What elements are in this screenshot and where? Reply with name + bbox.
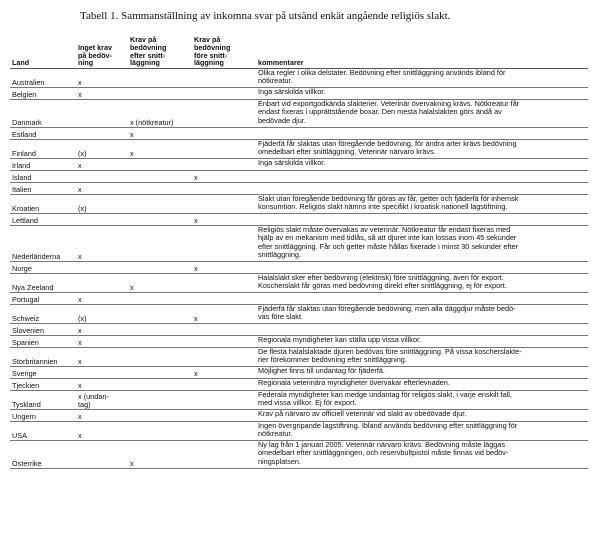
stun-before-cut-cell: [192, 293, 256, 305]
stun-after-cut-cell: x: [130, 148, 134, 158]
stun-after-cut-cell: [128, 69, 192, 88]
stun-after-cut-cell: [128, 88, 192, 100]
table-row: [10, 69, 588, 88]
no-requirement-cell: x: [78, 251, 82, 261]
table-row: [10, 195, 588, 214]
table-row: [10, 391, 588, 410]
comment-cell: Regionala myndigheter kan ställa upp vissa villkor.: [258, 335, 422, 345]
stun-before-cut-cell: [192, 88, 256, 100]
table-row: [10, 171, 588, 183]
table-row: [10, 274, 588, 293]
stun-after-cut-cell: x (nötkreatur): [130, 117, 174, 127]
table-row: [10, 128, 588, 140]
stun-after-cut-cell: [128, 336, 192, 348]
no-requirement-cell: x: [78, 430, 82, 440]
stun-after-cut-cell: [128, 293, 192, 305]
table-row: [10, 140, 588, 159]
comment-cell: [256, 262, 588, 274]
table-row: [10, 379, 588, 391]
comment-cell: Federala myndigheter kan medge undantag för religiös slakt, i varje enskilt fall, med vissa villkor. Ej för export.: [258, 390, 512, 408]
no-requirement-cell: x: [78, 89, 82, 99]
country-cell: Kroatien: [12, 203, 40, 213]
country-cell: Nederländerna: [12, 251, 61, 261]
stun-before-cut-cell: [192, 348, 256, 367]
country-cell: Estland: [12, 129, 37, 139]
stun-after-cut-cell: x: [130, 282, 134, 292]
country-cell: Danmark: [12, 117, 42, 127]
stun-before-cut-cell: [192, 379, 256, 391]
header-comments: kommentarer: [258, 58, 304, 68]
no-requirement-cell: [76, 441, 128, 469]
stun-after-cut-cell: [128, 226, 192, 262]
stun-after-cut-cell: [128, 324, 192, 336]
comment-cell: Enbart vid exportgodkända slakterier. Veterinär övervakning krävs. Nötkreatur får endast fixeras i upprättstående boxar. Den mesta halalslakten görs ändå av bedövade djur.: [258, 99, 520, 125]
no-requirement-cell: [76, 100, 128, 128]
stun-before-cut-cell: [192, 128, 256, 140]
comment-cell: Fjäderfä får slaktas utan föregående bedövning, för andra arter krävs bedövning omedelbart efter snittläggning. Veterinär närvaro krävs.: [258, 139, 517, 157]
no-requirement-cell: [76, 128, 128, 140]
country-cell: Tyskland: [12, 399, 41, 409]
stun-before-cut-cell: [192, 140, 256, 159]
country-cell: Island: [12, 172, 32, 182]
no-requirement-cell: x: [78, 184, 82, 194]
header-no-requirement: Inget krav på bedöv- ning: [78, 42, 112, 68]
header-stun-after-cut: Krav på bedövning efter snitt- läggning: [130, 36, 167, 68]
comment-cell: Ny lag från 1 januari 2005. Veterinär närvaro krävs. Bedövning måste läggas omedelbart efter snittläggningen, och reservbultpistol måste finnas vid bedöv- ningsplatsen.: [258, 440, 509, 466]
header-land: Land: [12, 58, 30, 68]
no-requirement-cell: (x): [78, 148, 87, 158]
comment-cell: [256, 171, 588, 183]
no-requirement-cell: x: [78, 411, 82, 421]
table-row: [10, 441, 588, 469]
comment-cell: Religiös slakt måste övervakas av veterinär. Nötkreatur får endast fixeras med hjälp av en mekanism med tidlås, så att djuret inte kan lossas inom 45 sekunder efter snittläggning. Får och getter måste hållas fixerade i minst 30 sekunder efter snittläggning.: [258, 225, 518, 260]
stun-after-cut-cell: [128, 171, 192, 183]
country-cell: Tjeckien: [12, 380, 40, 390]
country-cell: Norge: [12, 263, 32, 273]
stun-before-cut-cell: x: [194, 215, 198, 225]
comment-cell: [256, 324, 588, 336]
stun-after-cut-cell: [128, 159, 192, 171]
stun-after-cut-cell: [128, 379, 192, 391]
stun-before-cut-cell: [192, 324, 256, 336]
table-row: [10, 293, 588, 305]
country-cell: Australien: [12, 77, 45, 87]
stun-before-cut-cell: [192, 183, 256, 195]
stun-before-cut-cell: x: [194, 368, 198, 378]
country-cell: Storbritannien: [12, 356, 58, 366]
comment-cell: Möjlighet finns till undantag för fjäderfä.: [258, 366, 385, 376]
comment-cell: [256, 128, 588, 140]
comment-cell: [256, 183, 588, 195]
comment-cell: Halalslakt sker efter bedövning (elektrisk) före snittläggning, även för export. Koscherslakt får göras med bedövning direkt efter snittläggning, ej för export.: [258, 273, 507, 291]
comment-cell: De flesta halalslaktade djuren bedövas före snittläggning. På vissa koscherslakte- rier förekommer bedövning efter snittläggning.: [258, 347, 522, 365]
comment-cell: [256, 293, 588, 305]
table-row: [10, 336, 588, 348]
comment-cell: Fjäderfä får slaktas utan föregående bedövning, men alla däggdjur måste bedö- vas före slakt.: [258, 304, 516, 322]
stun-before-cut-cell: [192, 391, 256, 410]
stun-before-cut-cell: x: [194, 313, 198, 323]
table-row: [10, 214, 588, 226]
stun-after-cut-cell: [128, 367, 192, 379]
no-requirement-cell: x (undan- tag): [78, 391, 109, 409]
table-row: [10, 367, 588, 379]
country-cell: Slovenien: [12, 325, 45, 335]
no-requirement-cell: x: [78, 380, 82, 390]
stun-after-cut-cell: [128, 262, 192, 274]
header-stun-before-cut: Krav på bedövning före snitt- läggning: [194, 36, 231, 68]
country-cell: Schweiz: [12, 313, 40, 323]
stun-after-cut-cell: [128, 391, 192, 410]
table-row: [10, 159, 588, 171]
stun-before-cut-cell: [192, 336, 256, 348]
stun-after-cut-cell: [128, 183, 192, 195]
no-requirement-cell: (x): [78, 203, 87, 213]
stun-before-cut-cell: [192, 159, 256, 171]
table-row: [10, 183, 588, 195]
no-requirement-cell: (x): [78, 313, 87, 323]
table-row: [10, 348, 588, 367]
comment-cell: Ingen övergripande lagstiftning. Ibland används bedövning efter snittläggning för nötkreatur.: [258, 421, 518, 439]
table-row: [10, 422, 588, 441]
country-cell: Portugal: [12, 294, 40, 304]
table-row: [10, 324, 588, 336]
stun-before-cut-cell: [192, 422, 256, 441]
stun-before-cut-cell: [192, 274, 256, 293]
stun-after-cut-cell: x: [130, 458, 134, 468]
no-requirement-cell: [76, 367, 128, 379]
stun-before-cut-cell: [192, 226, 256, 262]
country-cell: Italien: [12, 184, 32, 194]
country-cell: Lettland: [12, 215, 38, 225]
no-requirement-cell: x: [78, 356, 82, 366]
country-cell: Nya Zeeland: [12, 282, 54, 292]
country-cell: Irland: [12, 160, 31, 170]
country-cell: Belgien: [12, 89, 37, 99]
stun-before-cut-cell: [192, 195, 256, 214]
header-row: [10, 36, 588, 69]
comment-cell: Inga särskilda villkor.: [258, 158, 326, 168]
country-cell: Österrike: [12, 458, 42, 468]
no-requirement-cell: [76, 171, 128, 183]
no-requirement-cell: x: [78, 77, 82, 87]
country-cell: Finland: [12, 148, 36, 158]
no-requirement-cell: x: [78, 337, 82, 347]
comment-cell: [256, 214, 588, 226]
no-requirement-cell: [76, 214, 128, 226]
no-requirement-cell: x: [78, 160, 82, 170]
comment-cell: Regionala veterinära myndigheter övervakar efterlevnaden.: [258, 378, 450, 388]
no-requirement-cell: x: [78, 294, 82, 304]
stun-before-cut-cell: [192, 441, 256, 469]
table-caption: Tabell 1. Sammanställning av inkomna svar på utsänd enkät angående religiös slakt.: [80, 10, 451, 22]
comment-cell: Inga särskilda villkor.: [258, 87, 326, 97]
stun-before-cut-cell: x: [194, 263, 198, 273]
stun-after-cut-cell: [128, 214, 192, 226]
country-cell: Ungern: [12, 411, 36, 421]
table-row: [10, 100, 588, 128]
country-cell: Sverige: [12, 368, 37, 378]
stun-before-cut-cell: [192, 100, 256, 128]
stun-before-cut-cell: x: [194, 172, 198, 182]
comment-cell: Krav på närvaro av officiell veterinär vid slakt av obedövade djur.: [258, 409, 467, 419]
survey-table: [10, 36, 588, 469]
stun-after-cut-cell: x: [130, 129, 134, 139]
country-cell: USA: [12, 430, 28, 440]
table-row: [10, 305, 588, 324]
stun-after-cut-cell: [128, 195, 192, 214]
stun-after-cut-cell: [128, 305, 192, 324]
no-requirement-cell: x: [78, 325, 82, 335]
table-row: [10, 410, 588, 422]
stun-before-cut-cell: [192, 69, 256, 88]
stun-before-cut-cell: [192, 410, 256, 422]
no-requirement-cell: [76, 262, 128, 274]
table-row: [10, 226, 588, 262]
stun-after-cut-cell: [128, 422, 192, 441]
country-cell: Spanien: [12, 337, 39, 347]
comment-cell: Slakt utan föregående bedövning får göras av får, getter och fjäderfä för inhemsk konsumtion. Religiös slakt nämns inte specifikt i kroatisk nationell lagstiftning.: [258, 194, 519, 212]
stun-after-cut-cell: [128, 348, 192, 367]
table-row: [10, 262, 588, 274]
stun-after-cut-cell: [128, 410, 192, 422]
no-requirement-cell: [76, 274, 128, 293]
table-row: [10, 88, 588, 100]
comment-cell: Olika regler i olika delstater. Bedövning efter snittläggning används ibland för nötkreatur.: [258, 68, 506, 86]
